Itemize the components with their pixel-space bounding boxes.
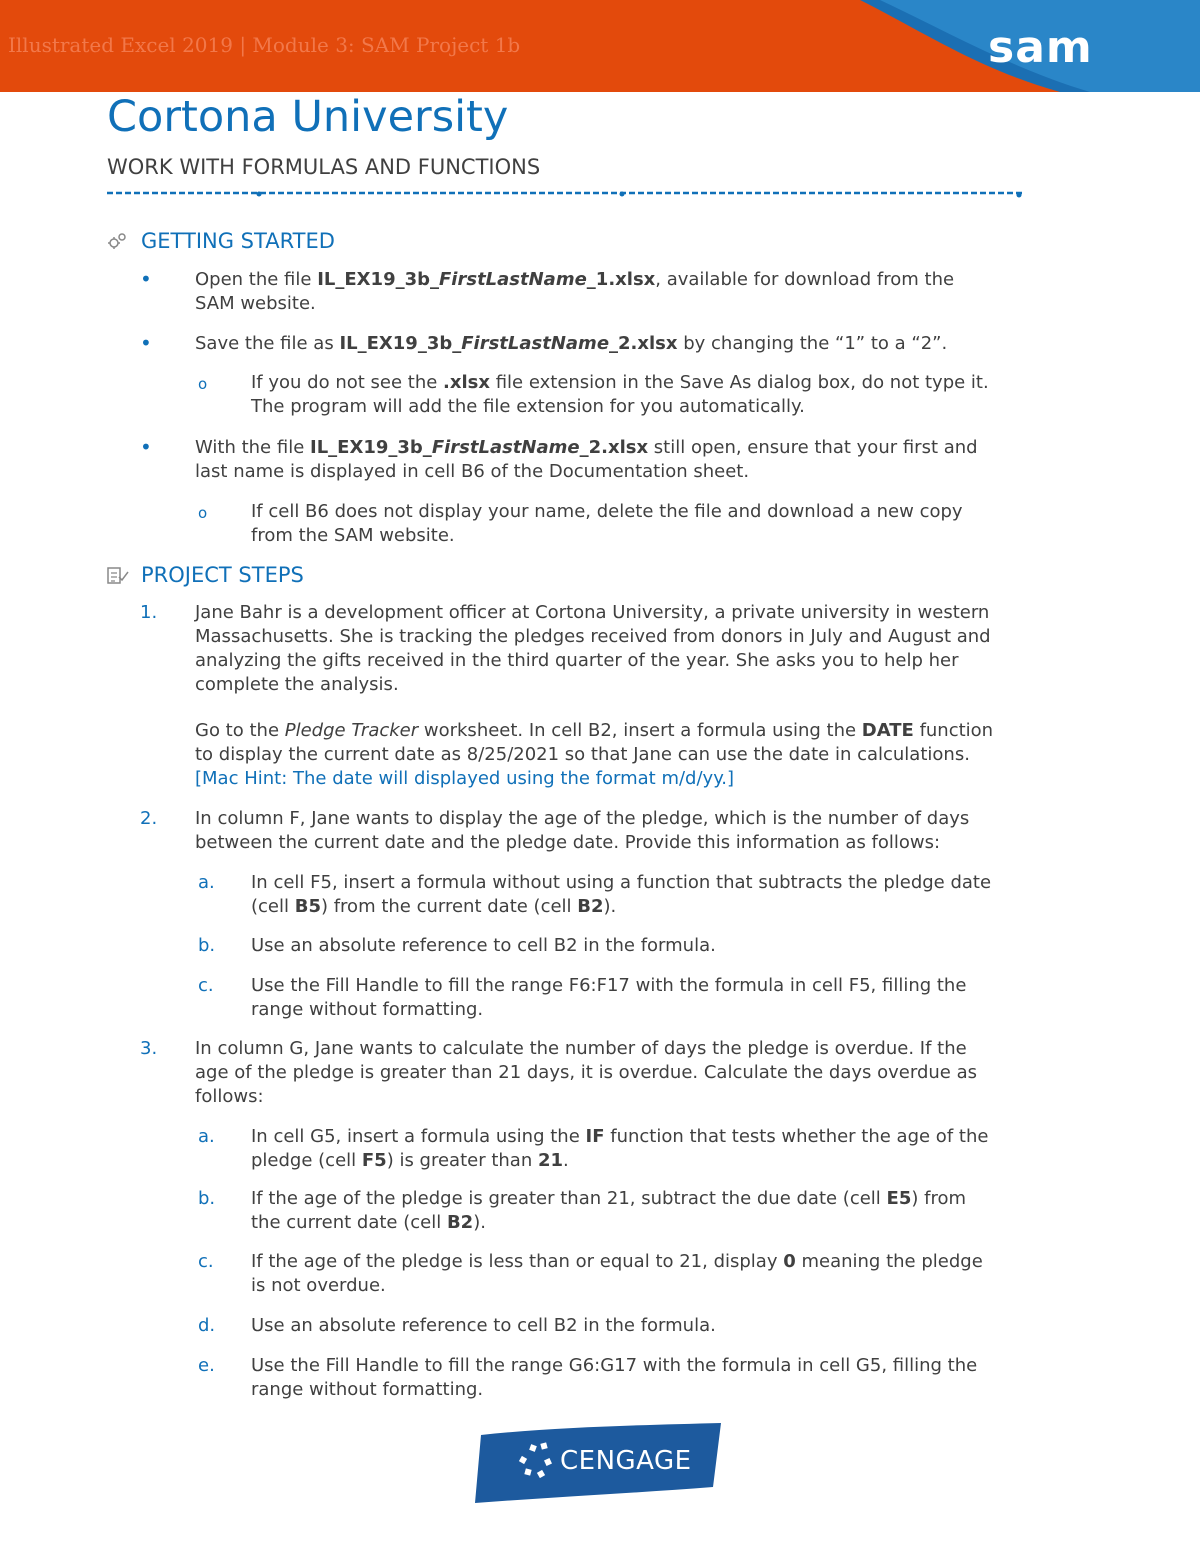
bullet-icon: • <box>140 435 152 459</box>
bullet-icon: • <box>140 331 152 355</box>
sub-step-letter: c. <box>198 1251 214 1272</box>
sub-step-letter: c. <box>198 975 214 996</box>
gears-icon <box>105 231 129 251</box>
course-title: Illustrated Excel 2019 | Module 3: SAM Project 1b <box>8 33 521 57</box>
step-number: 1. <box>140 602 158 623</box>
step-number: 2. <box>140 808 158 829</box>
list-item: With the file IL_EX19_3b_FirstLastName_2.xlsx still open, ensure that your first and last name is displayed in cell B6 of the Documentation sheet. <box>195 437 978 482</box>
project-steps-heading: PROJECT STEPS <box>105 563 304 587</box>
mac-hint: [Mac Hint: The date will displayed using the format m/d/yy.] <box>195 768 735 789</box>
list-item: If cell B6 does not display your name, delete the file and download a new copy from the SAM website. <box>251 501 963 546</box>
list-item: In cell G5, insert a formula using the IF function that tests whether the age of the pledge (cell F5) is greater than 21. <box>251 1126 989 1171</box>
step-3-text: In column G, Jane wants to calculate the number of days the pledge is overdue. If the age of the pledge is greater than 21 days, it is overdue. Calculate the days overdue as follows: <box>195 1038 977 1107</box>
list-item: Use the Fill Handle to fill the range F6:F17 with the formula in cell F5, filling the range without formatting. <box>251 975 967 1020</box>
sub-bullet-icon: o <box>198 375 208 393</box>
list-item: If you do not see the .xlsx file extension in the Save As dialog box, do not type it. The program will add the file extension for you automatically. <box>251 372 989 417</box>
step-2-text: In column F, Jane wants to display the age of the pledge, which is the number of days between the current date and the pledge date. Provide this information as follows: <box>195 808 970 853</box>
header-banner <box>0 0 1200 92</box>
document-subtitle: WORK WITH FORMULAS AND FUNCTIONS <box>107 155 541 179</box>
list-item: Open the file IL_EX19_3b_FirstLastName_1.xlsx, available for download from the SAM website. <box>195 269 955 314</box>
sub-step-letter: b. <box>198 1188 216 1209</box>
list-item: If the age of the pledge is less than or equal to 21, display 0 meaning the pledge is not overdue. <box>251 1251 983 1296</box>
step-1-text: Jane Bahr is a development officer at Cortona University, a private university in western Massachusetts. She is tracking the pledges received from donors in July and August and analyzing the gifts received in the third quarter of the year. She asks you to help her complete the analysis. <box>195 602 991 695</box>
checklist-icon <box>105 565 129 585</box>
document-title: Cortona University <box>107 92 509 142</box>
step-1-instruction: Go to the Pledge Tracker worksheet. In cell B2, insert a formula using the DATE function to display the current date as 8/25/2021 so that Jane can use the date in calculations. [Mac Hint: The date will displayed using the format m/d/yy.] <box>195 720 994 789</box>
getting-started-heading: GETTING STARTED <box>105 229 335 253</box>
bullet-icon: • <box>140 267 152 291</box>
sub-step-letter: a. <box>198 872 215 893</box>
list-item: Use the Fill Handle to fill the range G6:G17 with the formula in cell G5, filling the range without formatting. <box>251 1355 978 1400</box>
list-item: Use an absolute reference to cell B2 in the formula. <box>251 1315 716 1336</box>
sam-logo: sam <box>988 22 1093 73</box>
cengage-logo-text: CENGAGE <box>560 1446 692 1476</box>
sub-step-letter: d. <box>198 1315 216 1336</box>
sub-bullet-icon: o <box>198 504 208 522</box>
list-item: In cell F5, insert a formula without using a function that subtracts the pledge date (cell B5) from the current date (cell B2). <box>251 872 992 917</box>
list-item: Use an absolute reference to cell B2 in the formula. <box>251 935 716 956</box>
sub-step-letter: a. <box>198 1126 215 1147</box>
step-number: 3. <box>140 1038 158 1059</box>
list-item: Save the file as IL_EX19_3b_FirstLastName_2.xlsx by changing the “1” to a “2”. <box>195 333 948 354</box>
list-item: If the age of the pledge is greater than 21, subtract the due date (cell E5) from the current date (cell B2). <box>251 1188 966 1233</box>
sub-step-letter: e. <box>198 1355 215 1376</box>
dashed-divider <box>107 188 1027 200</box>
sub-step-letter: b. <box>198 935 216 956</box>
